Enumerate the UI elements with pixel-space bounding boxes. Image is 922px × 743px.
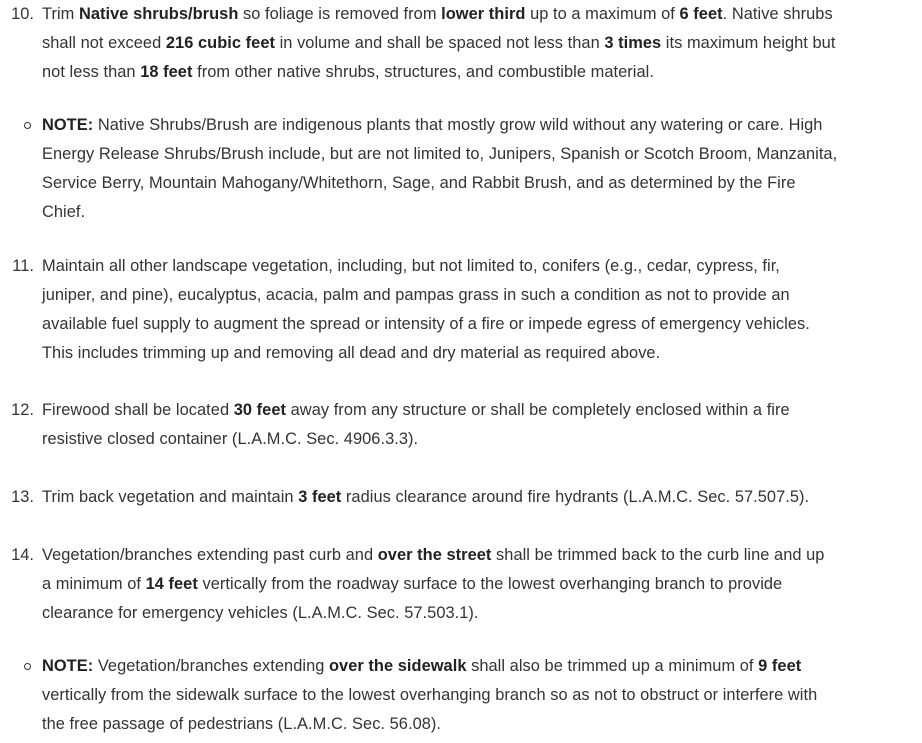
item-text: Trim back vegetation and maintain 3 feet radius clearance around fire hydrants (L.A.M.C. Sec. 57.507.5). bbox=[42, 488, 810, 506]
item-number: 11. bbox=[12, 257, 34, 275]
list-item-12 bbox=[0, 396, 922, 454]
item-text: Firewood shall be located 30 feet away from any structure or shall be completely enclosed within a fire resistive closed container (L.A.M.C. Sec. 4906.3.3). bbox=[42, 401, 790, 448]
item-number: 10. bbox=[11, 5, 34, 23]
list-item-13 bbox=[0, 483, 922, 512]
list-item-11 bbox=[0, 252, 922, 368]
item-text: Trim Native shrubs/brush so foliage is removed from lower third up to a maximum of 6 feet. Native shrubs shall not exceed 216 cubic feet in volume and shall be spaced not less than 3 times its maximum height but not less than 18 feet from other native shrubs, structures, and combustible material. bbox=[42, 5, 836, 81]
note-text: NOTE: Native Shrubs/Brush are indigenous plants that mostly grow wild without any watering or care. High Energy Release Shrubs/Brush include, but are not limited to, Junipers, Spanish or Scotch Broom, Manzanita, Service Berry, Mountain Mahogany/Whitethorn, Sage, and Rabbit Brush, and as determined by the Fire Chief. bbox=[42, 116, 838, 221]
item-number: 12. bbox=[11, 401, 34, 419]
list-item-10 bbox=[0, 0, 922, 87]
circle-bullet-icon bbox=[24, 122, 31, 129]
note-item-native-shrubs bbox=[0, 111, 922, 227]
item-text: Vegetation/branches extending past curb and over the street shall be trimmed back to the curb line and up a minimum of 14 feet vertically from the roadway surface to the lowest overhanging branch to provide clearance for emergency vehicles (L.A.M.C. Sec. 57.503.1). bbox=[42, 546, 825, 622]
note-text: NOTE: Vegetation/branches extending over the sidewalk shall also be trimmed up a minimum of 9 feet vertically from the sidewalk surface to the lowest overhanging branch so as not to obstruct or interfere with the free passage of pedestrians (L.A.M.C. Sec. 56.08). bbox=[42, 657, 818, 733]
item-number: 13. bbox=[11, 488, 34, 506]
item-number: 14. bbox=[11, 546, 34, 564]
note-item-sidewalk bbox=[0, 652, 922, 739]
item-text: Maintain all other landscape vegetation, including, but not limited to, conifers (e.g., cedar, cypress, fir, juniper, and pine), eucalyptus, acacia, palm and pampas grass in such a condition as not to provide an available fuel supply to augment the spread or intensity of a fire or impede egress of emergency vehicles. This includes trimming up and removing all dead and dry material as required above. bbox=[42, 257, 810, 362]
circle-bullet-icon bbox=[24, 663, 31, 670]
list-item-14 bbox=[0, 541, 922, 628]
